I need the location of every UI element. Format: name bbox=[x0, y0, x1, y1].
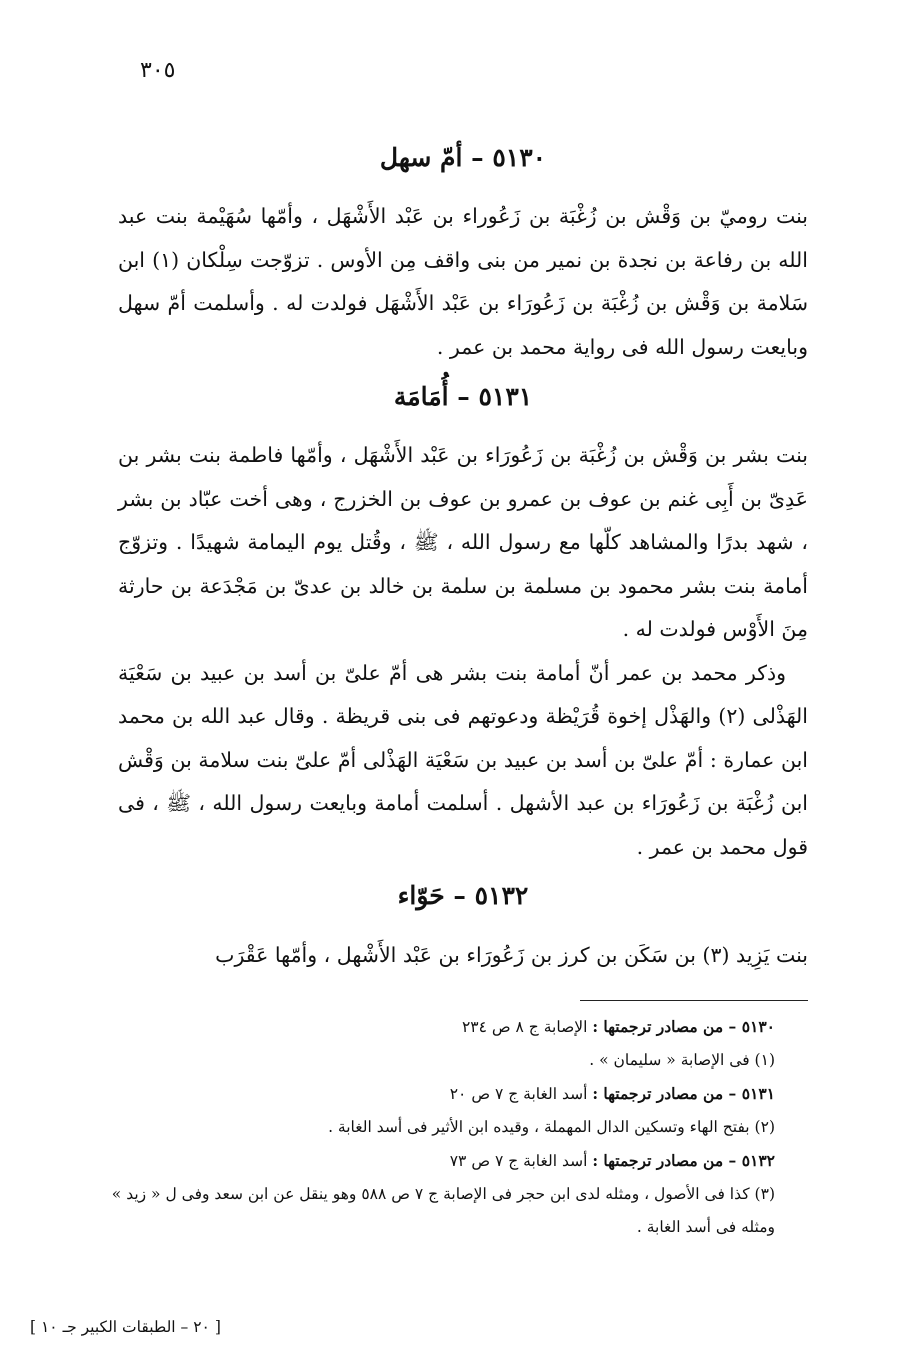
entry-paragraph: بنت روميّ بن وَقْش بن زُغْبَة بن زَعُوراء بن عَبْد الأَشْهَل ، وأمّها سُهَيْمة بنت عبد الله بن رفاعة بن نجدة بن نمير من بنى واقف مِن الأوس . تزوّجت سِلْكان (١) ابن سَلامة بن وَقْش بن زُغْبَة بن زَعُورَاء بن عَبْد الأَشْهَل فولدت له . وأسلمت أمّ سهل وبايعت رسول الله فى رواية محمد بن عمر . bbox=[118, 204, 808, 359]
entry-body-5131 bbox=[118, 434, 808, 869]
footnote-source-5131: ٥١٣١ – من مصادر ترجمتها : أسد الغابة ج ٧ ص ٢٠ bbox=[449, 1084, 775, 1103]
footnote-source-5130: ٥١٣٠ – من مصادر ترجمتها : الإصابة ج ٨ ص ٢٣٤ bbox=[461, 1017, 775, 1036]
footnote-1: (١) فى الإصابة « سليمان » . bbox=[589, 1051, 775, 1069]
volume-signature: [ ٢٠ – الطبقات الكبير جـ ١٠ ] bbox=[30, 1318, 221, 1336]
footnotes bbox=[110, 1010, 775, 1244]
entry-body-5130 bbox=[118, 195, 808, 369]
footnote-divider bbox=[580, 1000, 808, 1001]
entry-paragraph: وذكر محمد بن عمر أنّ أمامة بنت بشر هى أمّ علىّ بن أسد بن عبيد بن سَعْيَة الهَذْلى (٢) والهَذْل إخوة قُرَيْظة ودعوتهم فى بنى قريظة . وقال عبد الله بن محمد ابن عمارة : أمّ علىّ بن أسد بن عبيد بن سَعْيَة الهَذْلى أمّ علىّ بنت سلامة بن وَقْش ابن زُغْبَة بن زَعُورَاء بن عبد الأشهل . أسلمت أمامة وبايعت رسول الله ، ﷺ ، فى قول محمد بن عمر . bbox=[118, 660, 809, 859]
entry-heading-5130: ٥١٣٠ – أمّ سهل bbox=[379, 143, 547, 172]
entry-heading-5131: ٥١٣١ – أُمَامَة bbox=[393, 382, 533, 411]
footnote-source-5132: ٥١٣٢ – من مصادر ترجمتها : أسد الغابة ج ٧ ص ٧٣ bbox=[449, 1151, 775, 1170]
entry-paragraph: بنت يَزِيد (٣) بن سَكَن بن كرز بن زَعُورَاء بن عَبْد الأَشْهل ، وأمّها عَقْرَب bbox=[215, 943, 808, 967]
entry-body-5132 bbox=[118, 934, 808, 978]
footnote-3: (٣) كذا فى الأصول ، ومثله لدى ابن حجر فى الإصابة ج ٧ ص ٥٨٨ وهو ينقل عن ابن سعد وفى ل « زيد » ومثله فى أسد الغابة . bbox=[111, 1185, 775, 1236]
footnote-2: (٢) بفتح الهاء وتسكين الدال المهملة ، وقيده ابن الأثير فى أسد الغابة . bbox=[328, 1118, 775, 1136]
entry-heading-5132: ٥١٣٢ – حَوّاء bbox=[397, 881, 529, 910]
entry-paragraph: بنت بشر بن وَقْش بن زُغْبَة بن زَعُورَاء بن عَبْد الأَشْهَل ، وأمّها فاطمة بنت بشر بن عَدِىّ بن أَبِى غنم بن عوف بن عمرو بن عوف بن الخزرج ، وهى أخت عبّاد بن بشر ، شهد بدرًا والمشاهد كلّها مع رسول الله ، ﷺ ، وقُتل يوم اليمامة شهيدًا . وتزوّج أمامة بنت بشر محمود بن مسلمة بن سلمة بن خالد بن عدىّ بن مَجْدَعة بن حارثة مِنَ الأَوْس فولدت له . bbox=[118, 443, 808, 641]
page-number: ٣٠٥ bbox=[140, 58, 176, 83]
